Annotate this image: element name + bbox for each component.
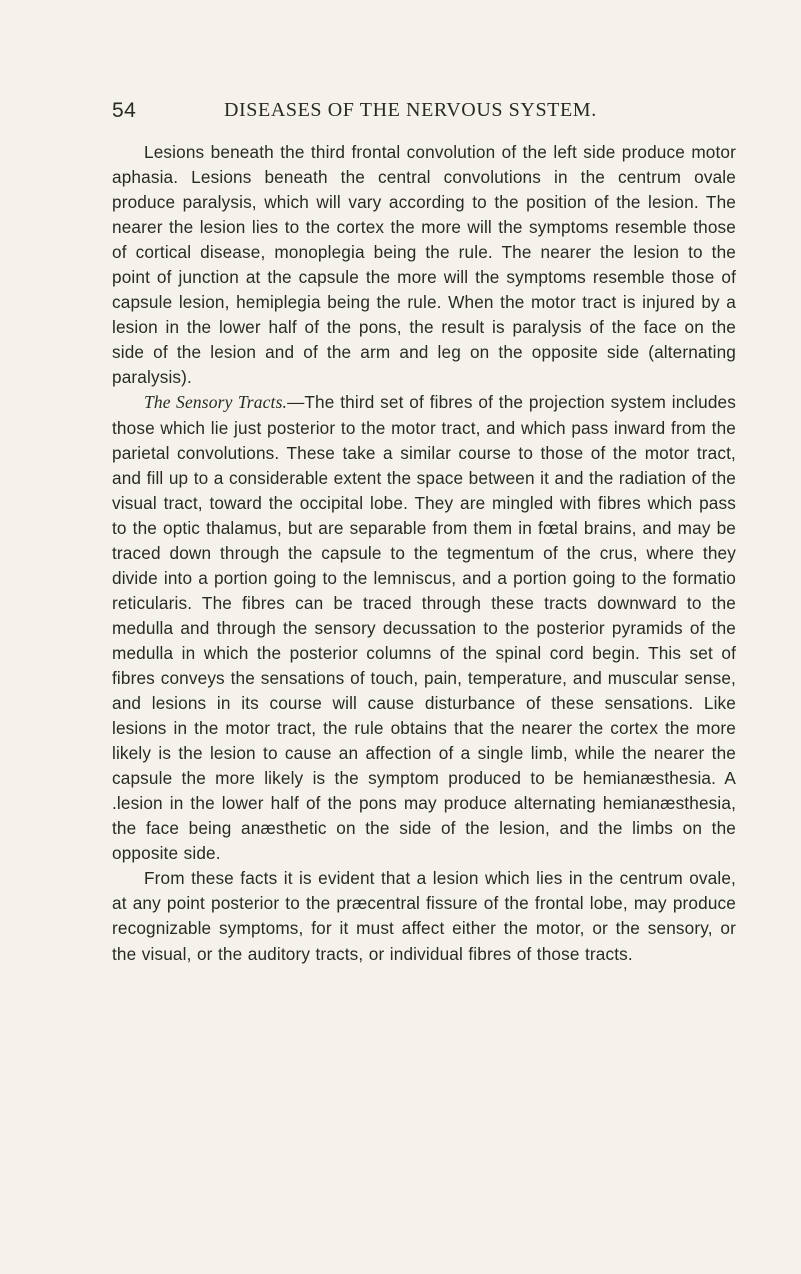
body-text: [112, 140, 736, 967]
paragraph-sensory-tracts-text: —The third set of fibres of the projection system includes those which lie just posterior to the motor tract, and which pass inward from the parietal convolutions. These take a similar course to those of the motor tract, and fill up to a considerable extent the space between it and the radiation of the visual tract, toward the occipital lobe. They are mingled with fibres which pass to the optic thalamus, but are separable from them in fœtal brains, and may be traced down through the capsule to the tegmentum of the crus, where they divide into a portion going to the lemniscus, and a portion going to the formatio reticularis. The fibres can be traced through these tracts downward to the medulla and through the sensory decussation to the posterior pyramids of the medulla in which the posterior columns of the spinal cord begin. This set of fibres conveys the sensations of touch, pain, temperature, and muscular sense, and lesions in its course will cause disturbance of these sensations. Like lesions in the motor tract, the rule obtains that the nearer the cortex the more likely is the lesion to cause an affection of a single limb, while the nearer the capsule the more likely is the symptom produced to be hemianæsthesia. A .lesion in the lower half of the pons may produce alternating hemianæsthesia, the face being anæsthetic on the side of the lesion, and the limbs on the opposite side.: [112, 392, 736, 864]
page-number: 54: [112, 99, 137, 122]
paragraph-conclusion: From these facts it is evident that a lesion which lies in the centrum ovale, at any point posterior to the præcentral fissure of the frontal lobe, may produce recognizable symptoms, for it must affect either the motor, or the sensory, or the visual, or the auditory tracts, or individual fibres of those tracts.: [112, 868, 736, 964]
paragraph-motor-lesions: Lesions beneath the third frontal convolution of the left side produce motor aphasia. Lesions beneath the central convolutions in the centrum ovale produce paralysis, which will vary according to the position of the lesion. The nearer the lesion lies to the cortex the more will the symptoms resemble those of cortical disease, monoplegia being the rule. The nearer the lesion to the point of junction at the capsule the more will the symptoms resemble those of capsule lesion, hemiplegia being the rule. When the motor tract is injured by a lesion in the lower half of the pons, the result is paralysis of the face on the side of the lesion and of the arm and leg on the opposite side (alternating paralysis).: [112, 142, 736, 388]
running-head: [112, 99, 732, 129]
paragraph-sensory-tracts: [112, 390, 736, 866]
running-title: DISEASES OF THE NERVOUS SYSTEM.: [224, 99, 597, 121]
section-heading-sensory-tracts: The Sensory Tracts.: [144, 392, 288, 413]
